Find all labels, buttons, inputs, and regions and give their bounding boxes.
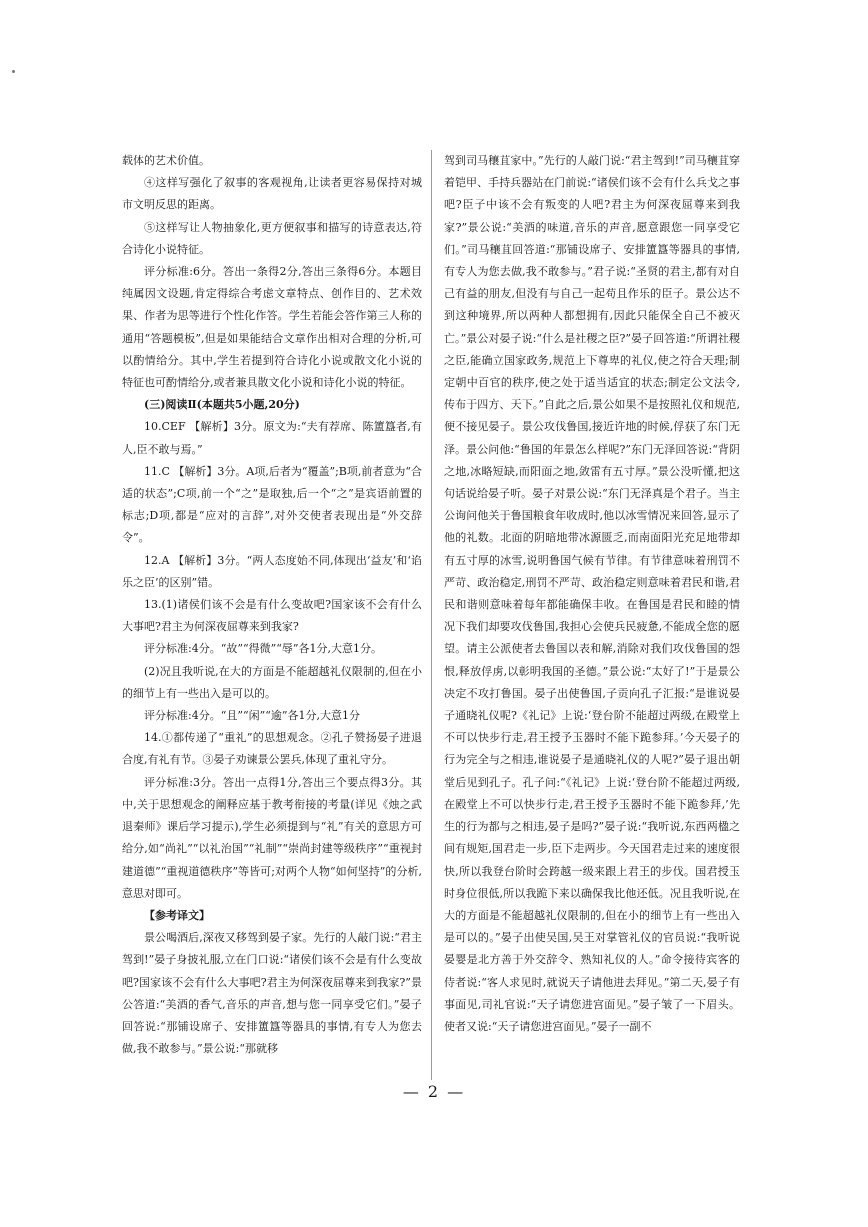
paragraph: ④这样写强化了叙事的客观视角,让读者更容易保持对城市文明反思的距离。: [122, 176, 422, 212]
paragraph: 12.A 【解析】3分。“两人态度始不同,体现出‘益友’和‘谄乐之臣’的区别”错。: [122, 553, 422, 589]
paragraph: 评分标准:4分。“且”“闲”“逾”各1分,大意1分: [144, 709, 360, 723]
paragraph: 景公喝酒后,深夜又移驾到晏子家。先行的人敲门说:“君主驾到!”晏子身披礼服,立在门口说:“诸侯们该不会是有什么变故吧?国家该不会有什么大事吧?君主为何深夜屈尊来到我家?”景公答道:“美酒的香气,音乐的声音,想与您一同享受它们。”晏子回答说:“那铺设席子、安排簠簋等器具的事情,有专人为您去做,我不敢参与。”景公说:“那就移: [122, 931, 422, 1056]
paragraph: 评分标准:6分。答出一条得2分,答出三条得6分。本题目纯属因文设题,肯定得综合考虑文章特点、创作目的、艺术效果、作者为思等进行个性化作答。学生若能会答作第三人称的通用“答题模板”,但是如果能结合文章作出相对合理的分析,可以酌情给分。其中,学生若提到符合诗化小说或散文化小说的特征也可酌情给分,或者兼具散文化小说和诗化小说的特征。: [122, 265, 422, 390]
paragraph: 10.CEF 【解析】3分。原文为:“夫有荐席、陈簠簋者,有人,臣不敢与焉。”: [122, 420, 422, 456]
paragraph: 评分标准:3分。答出一点得1分,答出三个要点得3分。其中,关于思想观念的阐释应基于教考衔接的考量(详见《烛之武退秦师》课后学习提示),学生必须提到与“礼”有关的意思方可给分,如“尚礼”“以礼治国”“礼制”“崇尚封建等级秩序”“重视封建道德”“重视道德秩序”等皆可;对两个人物“如何坚持”的分析,意思对即可。: [122, 775, 422, 900]
paragraph: 11.C 【解析】3分。A项,后者为“覆盖”;B项,前者意为“合适的状态”;C项,前一个“之”是取独,后一个“之”是宾语前置的标志;D项,都是“应对的言辞”,对外交使者表现出是“外交辞令”。: [122, 464, 423, 545]
scan-speck: [12, 70, 15, 73]
page-number: — 2 —: [402, 1082, 466, 1101]
paragraph: 13.(1)诸侯们该不会是有什么变故吧?国家该不会有什么大事吧?君主为何深夜屈尊来到我家?: [122, 598, 422, 634]
column-divider: [431, 150, 432, 1080]
paragraph: 评分标准:4分。“故”“得微”“辱”各1分,大意1分。: [144, 642, 382, 656]
paragraph: (三)阅读Ⅱ(本题共5小题,20分): [144, 398, 300, 412]
paragraph: 驾到司马穰苴家中。”先行的人敲门说:“君主驾到!”司马穰苴穿着铠甲、手持兵器站在门前说:“诸侯们该不会有什么兵戈之事吧?臣子中该不会有叛变的人吧?君主为何深夜屈尊来到我家?”景公说:“美酒的味道,音乐的声音,愿意跟您一同享受它们。”司马穰苴回答道:“那铺设席子、安排簠簋等器具的事情,有专人为您去做,我不敢参与。”君子说:“圣贤的君主,都有对自己有益的朋友,但没有与自己一起苟且作乐的臣子。景公达不到这种境界,所以两种人都想拥有,因此只能保全自己不被灭亡。”景公对晏子说:“什么是社稷之臣?”晏子回答道:“所谓社稷之臣,能确立国家政务,规范上下尊卑的礼仪,使之符合天理;制定朝中百官的秩序,使之处于适当适宜的状态;制定公文法令,传布于四方、天下。”自此之后,景公如果不是按照礼仪和规范,便不接见晏子。景公攻伐鲁国,接近许地的时候,俘获了东门无泽。景公问他:“鲁国的年景怎么样呢?”东门无泽回答说:“背阴之地,冰略短缺,而阳面之地,敛雷有五寸厚。”景公没听懂,把这句话说给晏子听。晏子对景公说:“东门无泽真是个君子。当主公询问他关于鲁国粮食年收成时,他以冰雪情况来回答,显示了他的礼数。北面的阴暗地带冰源匮乏,而南面阳光充足地带却有五寸厚的冰雪,说明鲁国气候有节律。有节律意味着刑罚不严苛、政治稳定,刑罚不严苛、政治稳定则意味着君民和谐,君民和谐则意味着每年都能确保丰收。在鲁国是君民和睦的情况下我们却要攻伐鲁国,我担心会使兵民疲惫,不能成全您的愿望。请主公派使者去鲁国以表和解,消除对我们攻伐鲁国的怨恨,释放俘虏,以彰明我国的圣德。”景公说:“太好了!”于是景公决定不攻打鲁国。晏子出使鲁国,子贡向孔子汇报:“是谁说晏子通晓礼仪呢?《礼记》上说:‘登台阶不能超过两级,在殿堂上不可以快步行走,君王授予玉器时不能下跪参拜。’今天晏子的行为完全与之相违,谁说晏子是通晓礼仪的人呢?”晏子退出朝堂后见到孔子。孔子问:“《礼记》上说:‘登台阶不能超过两级,在殿堂上不可以快步行走,君王授予玉器时不能下跪参拜,’先生的行为都与之相违,晏子是吗?”晏子说:“我听说,东西两楹之间有规矩,国君走一步,臣下走两步。今天国君走过来的速度很快,所以我登台阶时会跨越一级来跟上君王的步伐。国君授玉时身位很低,所以我跪下来以确保我比他还低。况且我听说,在大的方面是不能超越礼仪限制的,但在小的细节上有一些出入是可以的。”晏子出使吴国,吴王对掌管礼仪的官员说:“我听说晏婴是北方善于外交辞令、熟知礼仪的人。”命令接待宾客的侍者说:“客人求见时,就说天子请他进去拜见。”第二天,晏子有事面见,司礼官说:“天子请您进宫面见。”晏子皱了一下眉头。使者又说:“天子请您进宫面见。”晏子一副不: [444, 154, 740, 1033]
paragraph: 载体的艺术价值。: [122, 154, 210, 167]
paragraph: 14.①都传递了“重礼”的思想观念。②孔子赞扬晏子进退合度,有礼有节。③晏子劝谏景公罢兵,体现了重礼守分。: [122, 731, 422, 767]
left-column: [122, 150, 422, 1060]
paragraph: 【参考译文】: [144, 908, 210, 922]
paragraph: (2)况且我听说,在大的方面是不能超越礼仪限制的,但在小的细节上有一些出入是可以的。: [122, 664, 422, 700]
right-column: [444, 150, 740, 1038]
paragraph: ⑤这样写让人物抽象化,更方便叙事和描写的诗意表达,符合诗化小说特征。: [122, 220, 422, 256]
